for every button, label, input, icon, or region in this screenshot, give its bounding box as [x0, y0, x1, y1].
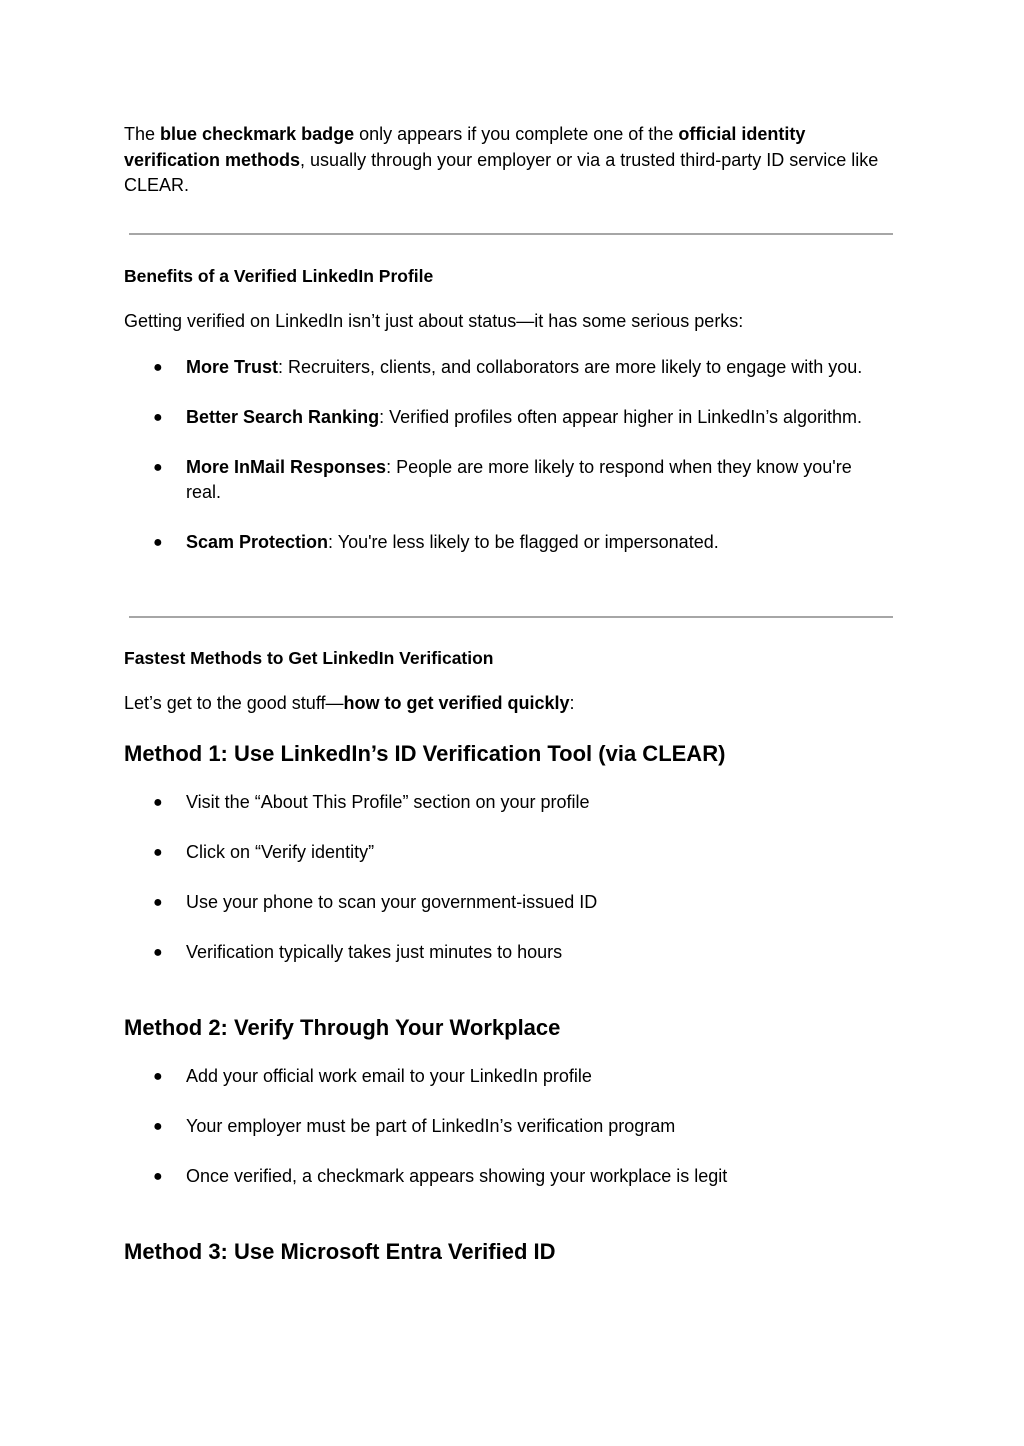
- bullet-icon: ●: [153, 894, 163, 911]
- intro-bold-methods: official identity verification methods: [124, 124, 806, 170]
- method2-heading: Method 2: Verify Through Your Workplace: [124, 1015, 561, 1040]
- list-item-text: Once verified, a checkmark appears showing your workplace is legit: [186, 1166, 728, 1186]
- method3-heading: Method 3: Use Microsoft Entra Verified ID: [124, 1239, 556, 1264]
- list-item-text: Verification typically takes just minutes to hours: [186, 942, 563, 962]
- list-item-text: [186, 530, 902, 555]
- bullet-icon: ●: [153, 359, 163, 376]
- list-item-bold: Scam Protection: [186, 532, 329, 552]
- method1-heading: Method 1: Use LinkedIn’s ID Verification Tool (via CLEAR): [124, 741, 726, 766]
- list-item-text: [186, 355, 902, 380]
- bullet-icon: ●: [153, 1068, 163, 1085]
- bullet-icon: ●: [153, 459, 163, 476]
- list-item-text: Use your phone to scan your government-issued ID: [186, 892, 598, 912]
- bullet-icon: ●: [153, 1118, 163, 1135]
- list-item-bold: More Trust: [186, 357, 279, 377]
- fastest-lead-colon: :: [569, 693, 575, 713]
- fastest-lead-bold: how to get verified quickly: [343, 693, 570, 713]
- divider: [129, 233, 893, 235]
- list-item-desc: : Recruiters, clients, and collaborators are more likely to engage with you.: [278, 357, 863, 377]
- list-item-text: Visit the “About This Profile” section on your profile: [186, 792, 590, 812]
- list-item-desc: : You're less likely to be flagged or impersonated.: [328, 532, 719, 552]
- intro-text-3: , usually through your employer or via a trusted third-party ID service like CLEAR.: [124, 149, 879, 195]
- divider: [129, 616, 893, 618]
- list-item-bold: More InMail Responses: [186, 457, 387, 477]
- intro-bold-badge: blue checkmark badge: [160, 124, 355, 144]
- bullet-icon: ●: [153, 794, 163, 811]
- benefits-heading: Benefits of a Verified LinkedIn Profile: [124, 266, 434, 286]
- bullet-icon: ●: [153, 1168, 163, 1185]
- fastest-lead: [124, 691, 899, 717]
- list-item-text: [186, 455, 891, 505]
- benefits-lead: Getting verified on LinkedIn isn’t just about status—it has some serious perks:: [124, 311, 744, 331]
- intro-text-2: only appears if you complete one of the: [354, 124, 679, 144]
- list-item-text: Add your official work email to your LinkedIn profile: [186, 1066, 592, 1086]
- bullet-icon: ●: [153, 844, 163, 861]
- intro-text-1: The: [124, 124, 161, 144]
- bullet-icon: ●: [153, 944, 163, 961]
- bullet-icon: ●: [153, 534, 163, 551]
- list-item-text: Your employer must be part of LinkedIn’s verification program: [186, 1116, 676, 1136]
- bullet-icon: ●: [153, 409, 163, 426]
- intro-paragraph: [124, 122, 899, 199]
- list-item-bold: Better Search Ranking: [186, 407, 380, 427]
- list-item-text: [186, 405, 902, 430]
- list-item-desc: : People are more likely to respond when they know you're real.: [186, 457, 852, 502]
- fastest-heading: Fastest Methods to Get LinkedIn Verification: [124, 648, 494, 668]
- list-item-text: Click on “Verify identity”: [186, 842, 375, 862]
- list-item-desc: : Verified profiles often appear higher in LinkedIn’s algorithm.: [379, 407, 863, 427]
- fastest-lead-text: Let’s get to the good stuff—: [124, 693, 344, 713]
